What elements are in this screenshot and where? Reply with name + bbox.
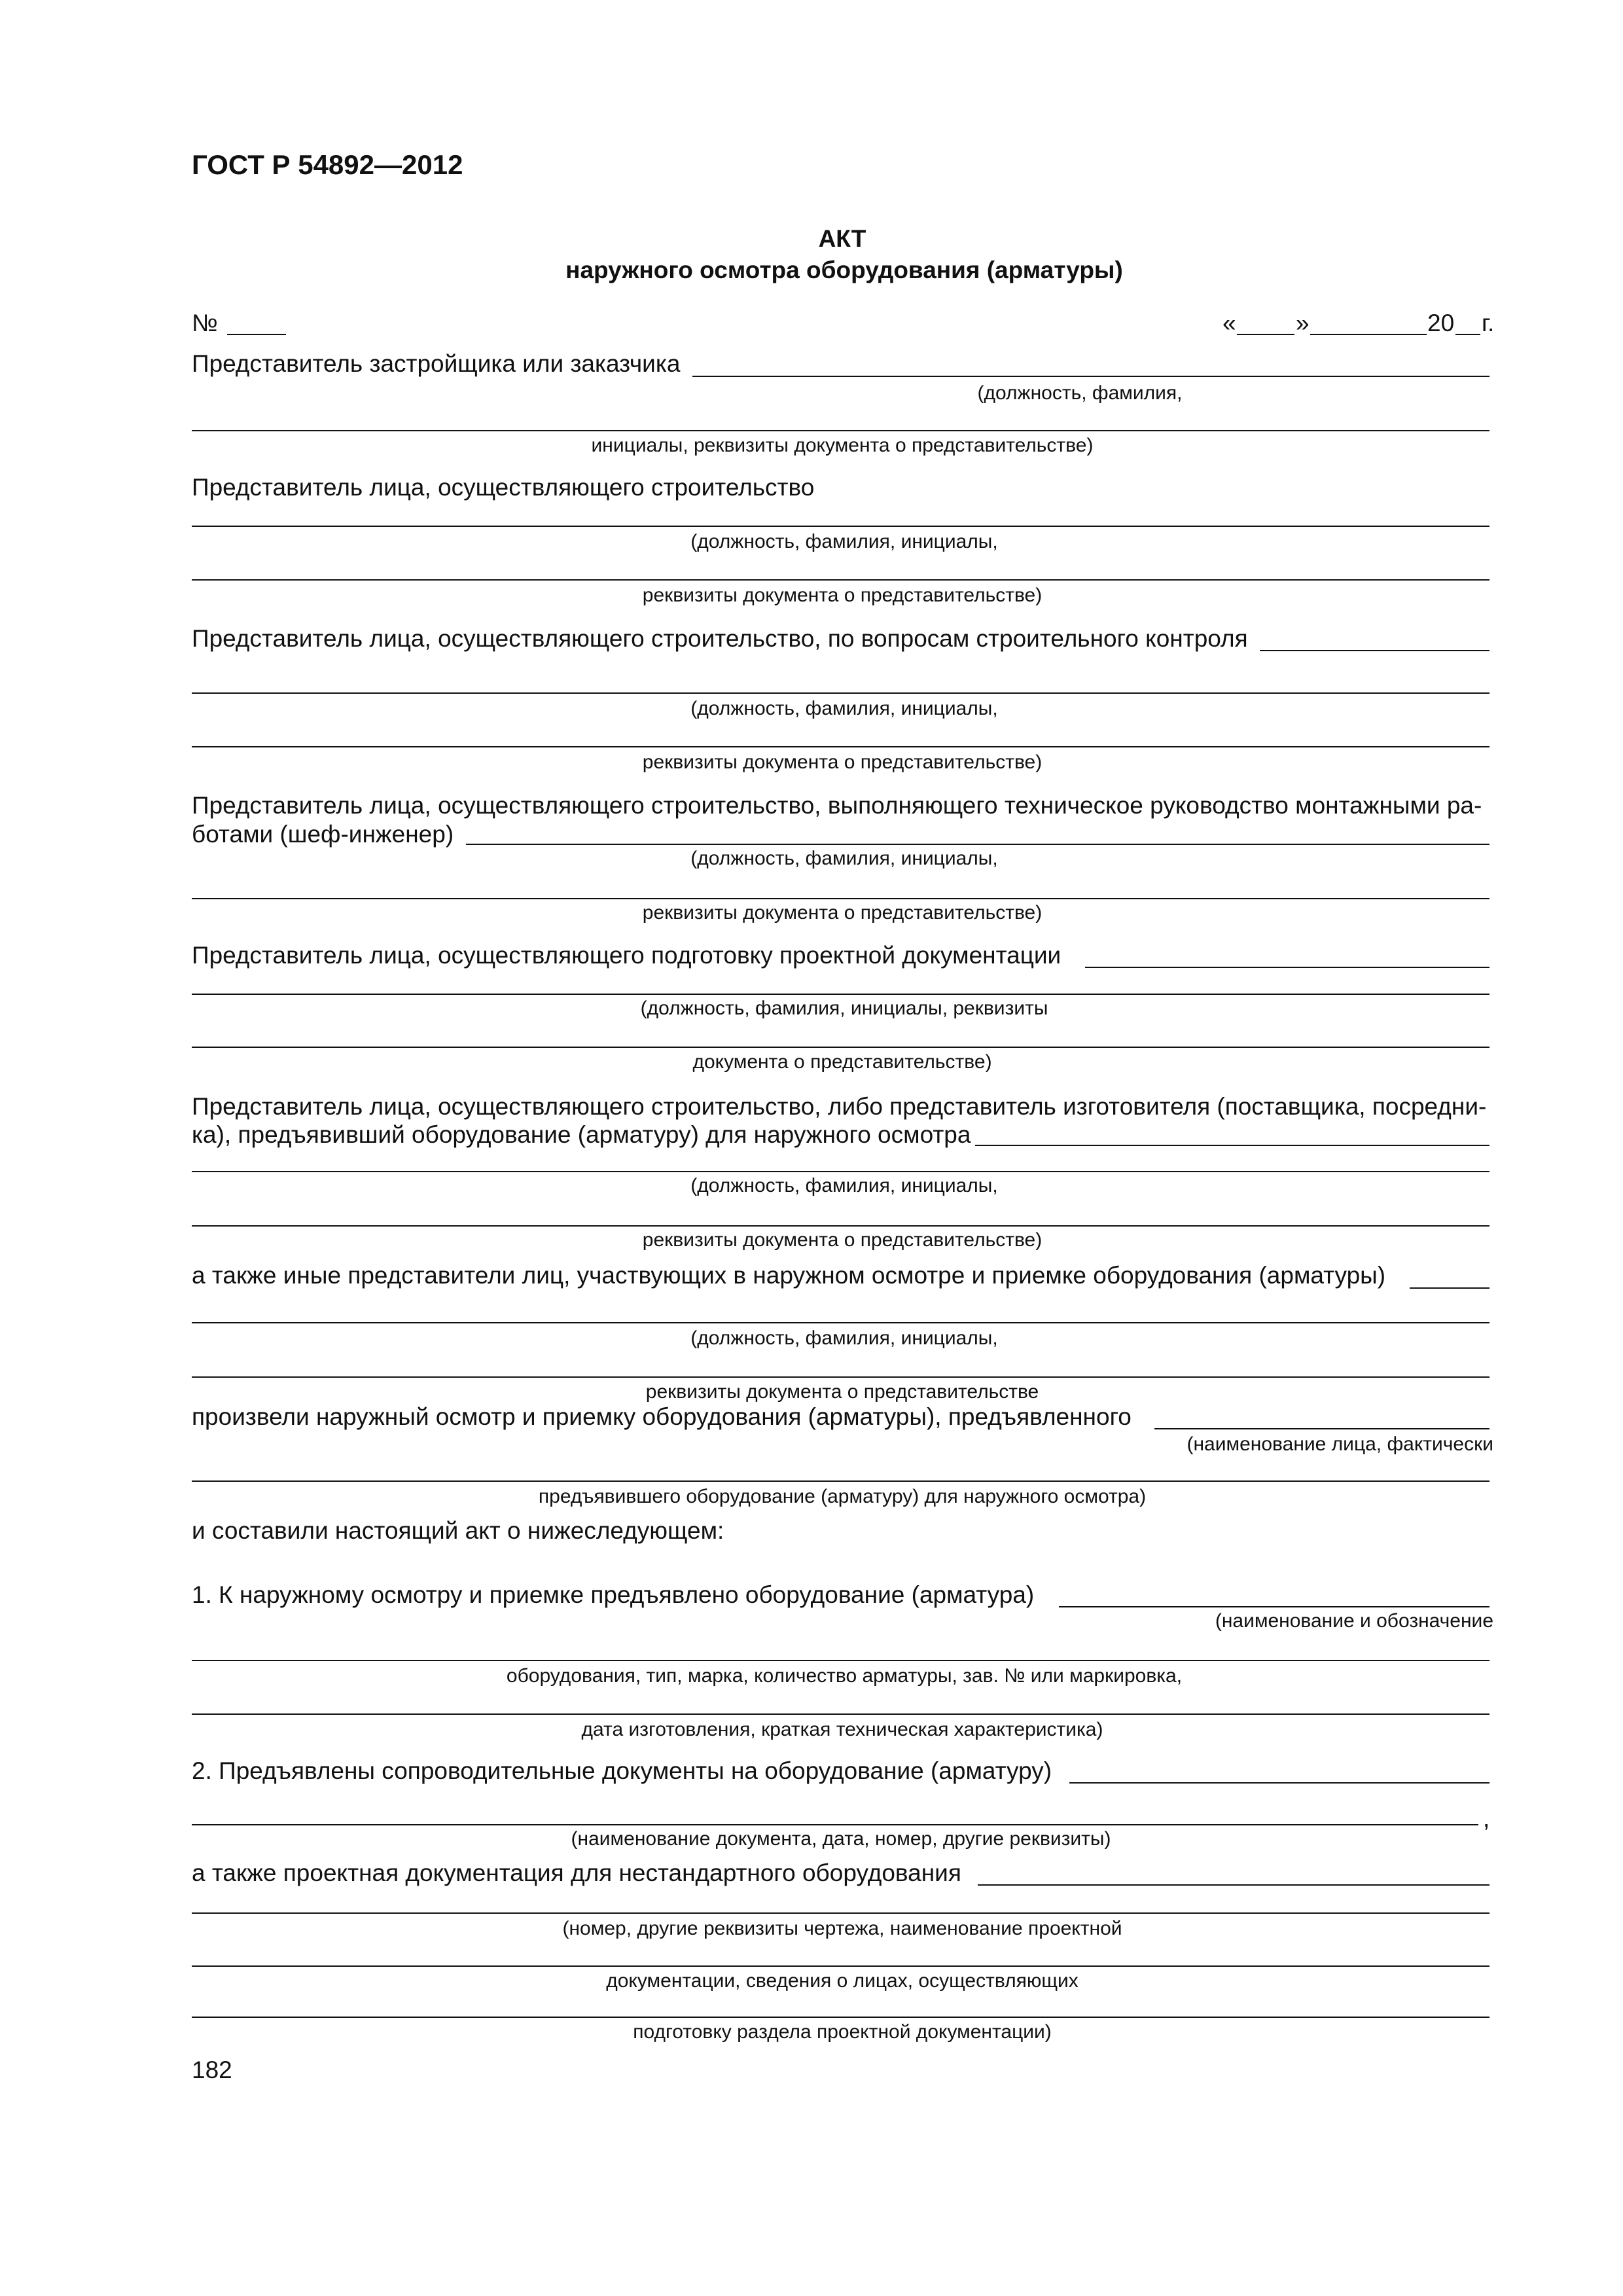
item1-caption-2: оборудования, тип, марка, количество арматуры, зав. № или маркировка, [506,1665,1183,1687]
item2-field-2[interactable] [192,1824,1478,1825]
others-label: а также иные представители лиц, участвующих в наружном осмотре и приемке оборудования (арматуры) [192,1262,1386,1289]
presenter-label-2: ка), предъявивший оборудование (арматуру) для наружного осмотра [192,1121,971,1148]
design-docs-caption-3: подготовку раздела проектной документации) [633,2021,1052,2043]
builder-caption-2: реквизиты документа о представительстве) [642,584,1043,606]
inspection-caption-2: предъявившего оборудование (арматуру) для наружного осмотра) [538,1486,1147,1507]
chief-engineer-caption-2: реквизиты документа о представительстве) [642,902,1043,924]
page-number: 182 [192,2056,232,2083]
design-docs-field-2[interactable] [192,1912,1489,1914]
presenter-field[interactable] [975,1145,1489,1146]
builder-caption-1: (должность, фамилия, инициалы, [690,531,998,552]
builder-field-2[interactable] [192,579,1489,581]
item2-caption-1: (наименование документа, дата, номер, другие реквизиты) [571,1828,1111,1850]
chief-engineer-label-2: ботами (шеф-инженер) [192,821,454,848]
date-close-quote: » [1296,310,1310,336]
compiled-statement: и составили настоящий акт о нижеследующем: [192,1517,724,1544]
chief-engineer-label-1: Представитель лица, осуществляющего строительство, выполняющего техническое руководство монтажными ра- [192,792,1482,819]
item1-caption-3: дата изготовления, краткая техническая характеристика) [581,1719,1103,1740]
item2-comma: , [1483,1805,1490,1832]
design-docs-field-4[interactable] [192,2017,1489,2018]
others-field-2[interactable] [192,1322,1489,1323]
designer-caption-2: документа о представительстве) [692,1051,992,1073]
developer-caption-2: инициалы, реквизиты документа о представительстве) [591,435,1094,456]
date-open-quote: « [1222,310,1236,336]
number-field[interactable] [227,334,286,335]
developer-field[interactable] [692,376,1489,377]
designer-label: Представитель лица, осуществляющего подготовку проектной документации [192,942,1061,969]
design-docs-label: а также проектная документация для нестандартного оборудования [192,1859,961,1886]
inspection-caption-1: (наименование лица, фактически [1186,1433,1493,1455]
builder-control-caption-1: (должность, фамилия, инициалы, [690,698,998,719]
item1-field-2[interactable] [192,1660,1489,1661]
developer-field-2[interactable] [192,430,1489,431]
item2-field[interactable] [1069,1782,1489,1784]
builder-control-field-2[interactable] [192,692,1489,694]
design-docs-caption-1: (номер, другие реквизиты чертежа, наименование проектной [562,1918,1122,1939]
inspection-field[interactable] [1154,1428,1489,1429]
designer-field-3[interactable] [192,1047,1489,1048]
item1-label: 1. К наружному осмотру и приемке предъявлено оборудование (арматура) [192,1581,1035,1608]
date-day-field[interactable] [1237,334,1294,335]
designer-field[interactable] [1085,967,1489,968]
date-year-field[interactable] [1455,334,1480,335]
standard-number: ГОСТ Р 54892—2012 [192,149,463,180]
design-docs-caption-2: документации, сведения о лицах, осуществляющих [606,1970,1079,1992]
date-month-field[interactable] [1310,334,1427,335]
builder-control-field-3[interactable] [192,746,1489,747]
date-year-prefix: 20 [1427,310,1455,336]
inspection-field-2[interactable] [192,1480,1489,1482]
date-year-suffix: г. [1482,310,1495,336]
presenter-label-1: Представитель лица, осуществляющего строительство, либо представитель изготовителя (поставщика, посредни- [192,1093,1487,1120]
item2-label: 2. Предъявлены сопроводительные документы на оборудование (арматуру) [192,1757,1052,1784]
builder-control-caption-2: реквизиты документа о представительстве) [642,751,1043,773]
presenter-caption-2: реквизиты документа о представительстве) [642,1229,1043,1251]
item1-caption-1: (наименование и обозначение [1215,1610,1493,1632]
others-caption-1: (должность, фамилия, инициалы, [690,1327,998,1349]
chief-engineer-caption-1: (должность, фамилия, инициалы, [690,848,998,869]
design-docs-field[interactable] [978,1884,1489,1886]
chief-engineer-field-2[interactable] [192,898,1489,899]
others-caption-2: реквизиты документа о представительстве [645,1381,1039,1403]
builder-control-field[interactable] [1260,650,1489,651]
designer-caption-1: (должность, фамилия, инициалы, реквизиты [640,997,1048,1019]
document-title: АКТ [818,225,866,252]
design-docs-field-3[interactable] [192,1965,1489,1967]
number-label: № [192,310,218,336]
others-field[interactable] [1410,1287,1489,1289]
builder-field[interactable] [192,526,1489,527]
presenter-field-3[interactable] [192,1225,1489,1227]
chief-engineer-field[interactable] [466,844,1489,845]
builder-label: Представитель лица, осуществляющего строительство [192,474,815,501]
others-field-3[interactable] [192,1376,1489,1378]
builder-control-label: Представитель лица, осуществляющего строительство, по вопросам строительного контроля [192,625,1248,652]
inspection-label: произвели наружный осмотр и приемку оборудования (арматуры), предъявленного [192,1403,1132,1430]
presenter-field-2[interactable] [192,1171,1489,1172]
item1-field-3[interactable] [192,1713,1489,1715]
presenter-caption-1: (должность, фамилия, инициалы, [690,1175,998,1196]
item1-field[interactable] [1059,1606,1489,1607]
developer-caption-1: (должность, фамилия, [977,382,1183,404]
developer-label: Представитель застройщика или заказчика [192,350,681,377]
document-subtitle: наружного осмотра оборудования (арматуры) [565,257,1123,283]
designer-field-2[interactable] [192,994,1489,995]
